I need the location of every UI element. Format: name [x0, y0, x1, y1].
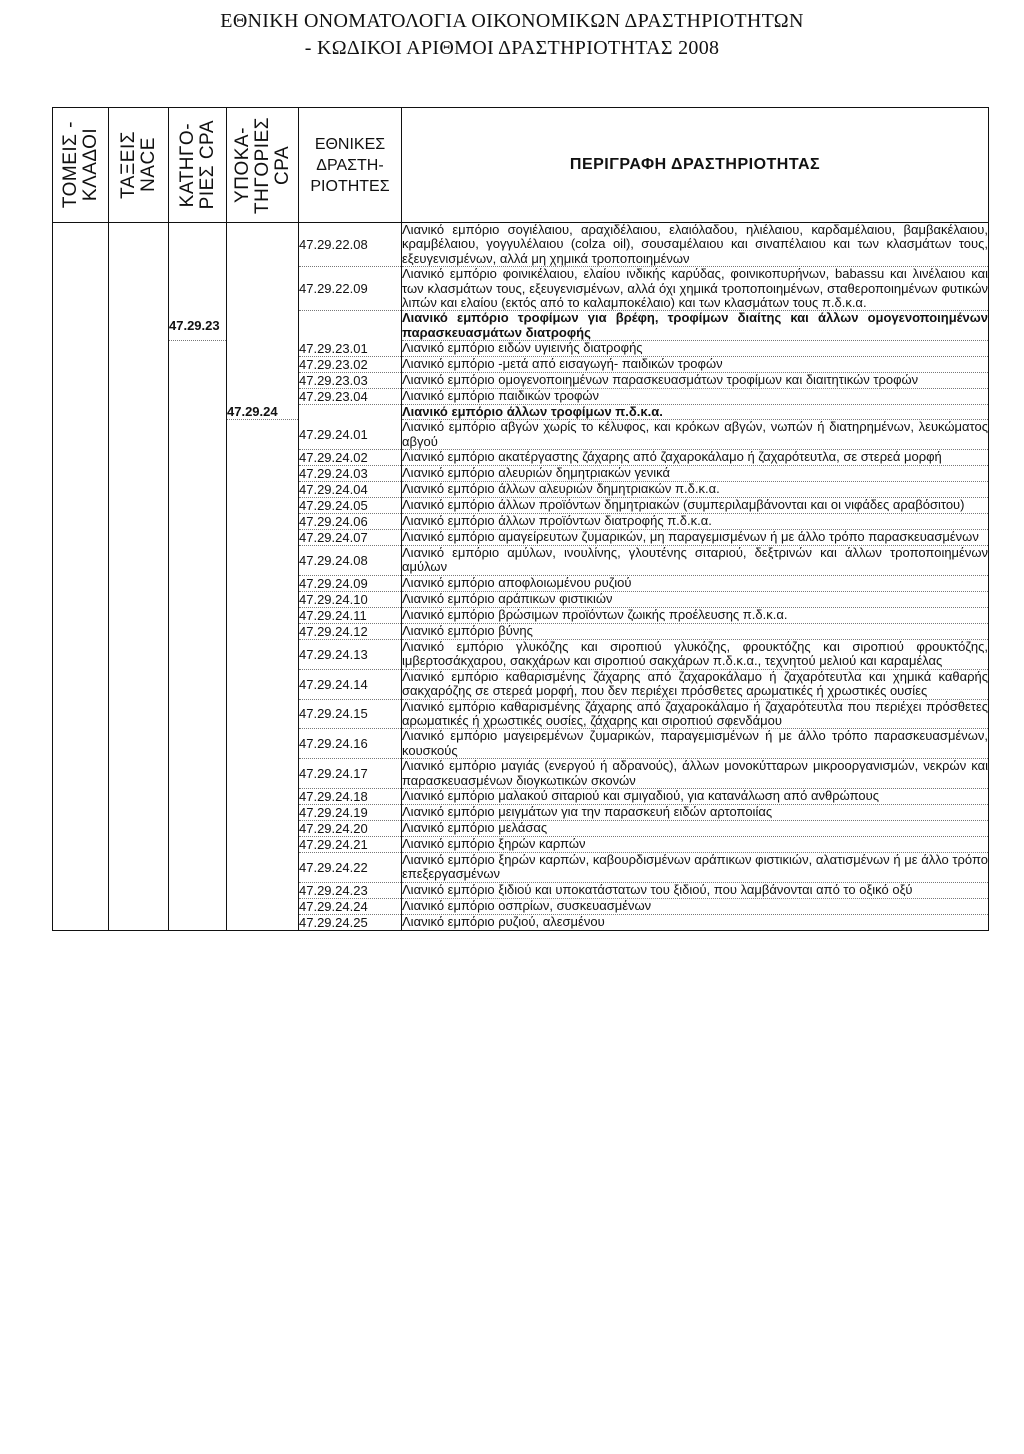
activity-code: 47.29.22.09: [299, 267, 402, 311]
empty-cell: [53, 820, 109, 836]
empty-cell: [53, 546, 109, 576]
empty-cell: [169, 882, 227, 898]
empty-cell: [227, 546, 299, 576]
activity-code: 47.29.24.13: [299, 639, 402, 669]
empty-cell: [169, 591, 227, 607]
empty-cell: [227, 466, 299, 482]
empty-cell: [109, 575, 169, 591]
activity-description: Λιανικό εμπόριο αράπικων φιστικιών: [402, 591, 989, 607]
document-title: ΕΘΝΙΚΗ ΟΝΟΜΑΤΟΛΟΓΙΑ ΟΙΚΟΝΟΜΙΚΩΝ ΔΡΑΣΤΗΡΙΟΤΗΤΩΝ: [220, 10, 804, 32]
empty-cell: [53, 267, 109, 311]
empty-cell: [169, 404, 227, 420]
empty-cell: [227, 607, 299, 623]
empty-cell: [109, 372, 169, 388]
empty-cell: [227, 836, 299, 852]
empty-cell: [109, 420, 169, 450]
empty-cell: [227, 514, 299, 530]
empty-cell: [109, 498, 169, 514]
empty-cell: [169, 372, 227, 388]
empty-cell: [227, 788, 299, 804]
table-row: [53, 267, 989, 311]
activity-description: Λιανικό εμπόριο άλλων προϊόντων διατροφής π.δ.κ.α.: [402, 514, 989, 530]
table-row: [53, 514, 989, 530]
activity-description: Λιανικό εμπόριο αμαγείρευτων ζυμαρικών, μη παραγεμισμένων ή με άλλο τρόπο παρασκευασμένων: [402, 530, 989, 546]
empty-cell: [53, 804, 109, 820]
empty-cell: [169, 804, 227, 820]
empty-cell: [169, 759, 227, 789]
empty-cell: [109, 267, 169, 311]
empty-cell: [109, 546, 169, 576]
empty-cell: [299, 404, 402, 420]
empty-cell: [109, 514, 169, 530]
empty-cell: [109, 729, 169, 759]
empty-cell: [169, 450, 227, 466]
table-row: [53, 898, 989, 914]
empty-cell: [109, 804, 169, 820]
empty-cell: [169, 836, 227, 852]
empty-cell: [53, 311, 109, 341]
empty-cell: [169, 852, 227, 882]
empty-cell: [53, 639, 109, 669]
empty-cell: [109, 852, 169, 882]
activity-description: Λιανικό εμπόριο ακατέργαστης ζάχαρης από ζαχαροκάλαμο ή ζαχαρότευτλα, σε στερεά μορφή: [402, 450, 989, 466]
empty-cell: [53, 669, 109, 699]
activity-code: 47.29.24.12: [299, 623, 402, 639]
table-row: [53, 575, 989, 591]
table-row: [53, 591, 989, 607]
empty-cell: [53, 388, 109, 404]
activity-code: 47.29.24.21: [299, 836, 402, 852]
table-row: [53, 914, 989, 930]
empty-cell: [227, 450, 299, 466]
activity-code: 47.29.24.08: [299, 546, 402, 576]
activity-code: 47.29.24.11: [299, 607, 402, 623]
empty-cell: [53, 420, 109, 450]
empty-cell: [169, 669, 227, 699]
empty-cell: [169, 498, 227, 514]
empty-cell: [53, 852, 109, 882]
empty-cell: [227, 623, 299, 639]
empty-cell: [53, 223, 109, 267]
empty-cell: [169, 388, 227, 404]
table-row: [53, 341, 989, 357]
empty-cell: [53, 404, 109, 420]
table-row: [53, 759, 989, 789]
activity-description: Λιανικό εμπόριο καθαρισμένης ζάχαρης από ζαχαροκάλαμο ή ζαχαρότευτλα και χημικά καθαρής σακχαρόζης σε στερεά μορφή, που δεν περιέχει πρόσθετες αρωματικές ή χρωστικές ουσίες: [402, 668, 988, 699]
empty-cell: [53, 836, 109, 852]
activity-code: 47.29.23.03: [299, 372, 402, 388]
empty-cell: [53, 341, 109, 357]
empty-cell: [169, 699, 227, 729]
table-row: [53, 804, 989, 820]
activity-code: 47.29.24.01: [299, 420, 402, 450]
table-row: [53, 530, 989, 546]
table-row: [53, 788, 989, 804]
empty-cell: [53, 575, 109, 591]
empty-cell: [169, 482, 227, 498]
activity-code: 47.29.24.09: [299, 575, 402, 591]
activity-code: 47.29.24.22: [299, 852, 402, 882]
activity-description: Λιανικό εμπόριο οσπρίων, συσκευασμένων: [402, 898, 989, 914]
empty-cell: [109, 450, 169, 466]
header-national-activities: ΕΘΝΙΚΕΣ ΔΡΑΣΤΗ- ΡΙΟΤΗΤΕΣ: [299, 108, 402, 223]
empty-cell: [109, 591, 169, 607]
empty-cell: [109, 759, 169, 789]
activity-codes-table: [52, 107, 989, 931]
empty-cell: [109, 898, 169, 914]
empty-cell: [227, 699, 299, 729]
empty-cell: [109, 482, 169, 498]
empty-cell: [169, 898, 227, 914]
activity-code: 47.29.24.25: [299, 914, 402, 930]
activity-description: Λιανικό εμπόριο άλλων τροφίμων π.δ.κ.α.: [402, 404, 989, 420]
activity-description: Λιανικό εμπόριο ξηρών καρπών, καβουρδισμένων αράπικων φιστικιών, αλατισμένων ή με άλλο τρόπο επεξεργασμένων: [402, 851, 988, 882]
empty-cell: [299, 311, 402, 341]
empty-cell: [53, 450, 109, 466]
empty-cell: [169, 420, 227, 450]
activity-code: 47.29.23: [169, 311, 227, 341]
empty-cell: [169, 639, 227, 669]
table-row: [53, 311, 989, 341]
table-row: [53, 852, 989, 882]
table-row: [53, 820, 989, 836]
activity-description: Λιανικό εμπόριο αβγών χωρίς το κέλυφος, και κρόκων αβγών, νωπών ή διατηρημένων, λευκώματος αβγού: [402, 419, 988, 449]
activity-description: Λιανικό εμπόριο γλυκόζης και σιροπιού γλυκόζης, φρουκτόζης και σιροπιού φρουκτόζης, ιμβερτοσάκχαρου, σακχάρων και σιροπιού σακχάρων π.δ.κ.α., τεχνητού μελιού και καραμέλας: [402, 638, 988, 669]
empty-cell: [227, 575, 299, 591]
empty-cell: [53, 498, 109, 514]
activity-description: Λιανικό εμπόριο τροφίμων για βρέφη, τροφίμων διαίτης και άλλων ομογενοποιημένων παρασκευασμάτων διατροφής: [402, 310, 988, 340]
empty-cell: [109, 914, 169, 930]
activity-code: 47.29.24: [227, 404, 299, 420]
empty-cell: [227, 591, 299, 607]
empty-cell: [53, 356, 109, 372]
activity-code: 47.29.24.23: [299, 882, 402, 898]
empty-cell: [109, 466, 169, 482]
activity-description: Λιανικό εμπόριο φοινικέλαιου, ελαίου ινδικής καρύδας, φοινικοπυρήνων, babassu και λινέλαιου και των κλασμάτων τους, εξευγενισμένων, αλλά όχι χημικά τροποποιημένων, σταθεροποιημένων φυτικών λιπών και ελαίου (εκτός από το καλαμποκέλαιο) και των κλασμάτων τους π.δ.κ.α.: [402, 266, 988, 311]
empty-cell: [227, 356, 299, 372]
activity-code: 47.29.23.01: [299, 341, 402, 357]
empty-cell: [227, 267, 299, 311]
table-row: [53, 623, 989, 639]
activity-description: Λιανικό εμπόριο ξιδιού και υποκατάστατων του ξιδιού, που λαμβάνονται από το οξικό οξύ: [402, 882, 989, 898]
activity-code: 47.29.24.03: [299, 466, 402, 482]
empty-cell: [53, 514, 109, 530]
header-activity-description: ΠΕΡΙΓΡΑΦΗ ΔΡΑΣΤΗΡΙΟΤΗΤΑΣ: [402, 108, 989, 223]
activity-code: 47.29.24.20: [299, 820, 402, 836]
empty-cell: [53, 699, 109, 729]
empty-cell: [169, 623, 227, 639]
table-row: [53, 388, 989, 404]
header-cpa-subcategories: ΥΠΟΚΑ- ΤΗΓΟΡΙΕΣ CPA: [227, 108, 299, 223]
activity-description: Λιανικό εμπόριο ειδών υγιεινής διατροφής: [402, 341, 989, 357]
empty-cell: [109, 607, 169, 623]
empty-cell: [169, 341, 227, 357]
table-row: [53, 482, 989, 498]
activity-code: 47.29.24.18: [299, 788, 402, 804]
empty-cell: [227, 372, 299, 388]
empty-cell: [53, 466, 109, 482]
empty-cell: [227, 914, 299, 930]
table-row: [53, 466, 989, 482]
activity-code: 47.29.24.15: [299, 699, 402, 729]
empty-cell: [169, 607, 227, 623]
document-subtitle: - ΚΩΔΙΚΟΙ ΑΡΙΘΜΟΙ ΔΡΑΣΤΗΡΙΟΤΗΤΑΣ 2008: [304, 37, 720, 59]
activity-code: 47.29.23.04: [299, 388, 402, 404]
empty-cell: [227, 820, 299, 836]
activity-description: Λιανικό εμπόριο παιδικών τροφών: [402, 388, 989, 404]
empty-cell: [53, 914, 109, 930]
table-row: [53, 699, 989, 729]
activity-description: Λιανικό εμπόριο αμύλων, ινουλίνης, γλουτένης σιταριού, δεξτρινών και άλλων τροποποιημένων αμύλων: [402, 545, 988, 575]
activity-description: Λιανικό εμπόριο ομογενοποιημένων παρασκευασμάτων τροφίμων και διαιτητικών τροφών: [402, 372, 989, 388]
empty-cell: [109, 699, 169, 729]
empty-cell: [53, 882, 109, 898]
empty-cell: [227, 898, 299, 914]
empty-cell: [109, 311, 169, 341]
empty-cell: [53, 623, 109, 639]
empty-cell: [227, 639, 299, 669]
table-row: [53, 498, 989, 514]
empty-cell: [169, 820, 227, 836]
activity-code: 47.29.24.14: [299, 669, 402, 699]
activity-description: Λιανικό εμπόριο άλλων προϊόντων δημητριακών (συμπεριλαμβάνονται και οι νιφάδες αραβόσιτου): [402, 498, 989, 514]
empty-cell: [53, 759, 109, 789]
activity-description: Λιανικό εμπόριο άλλων αλευριών δημητριακών π.δ.κ.α.: [402, 482, 989, 498]
table-row: [53, 836, 989, 852]
empty-cell: [227, 852, 299, 882]
empty-cell: [53, 482, 109, 498]
empty-cell: [109, 836, 169, 852]
table-row: [53, 729, 989, 759]
table-row: [53, 372, 989, 388]
empty-cell: [109, 882, 169, 898]
empty-cell: [227, 420, 299, 450]
empty-cell: [109, 820, 169, 836]
header-cpa-categories: ΚΑΤΗΓΟ- ΡΙΕΣ CPA: [169, 108, 227, 223]
activity-description: Λιανικό εμπόριο βύνης: [402, 623, 989, 639]
empty-cell: [109, 356, 169, 372]
empty-cell: [169, 514, 227, 530]
header-sectors: ΤΟΜΕΙΣ - ΚΛΑΔΟΙ: [53, 108, 109, 223]
activity-description: Λιανικό εμπόριο -μετά από εισαγωγή- παιδικών τροφών: [402, 356, 989, 372]
activity-code: 47.29.24.06: [299, 514, 402, 530]
empty-cell: [109, 341, 169, 357]
empty-cell: [53, 530, 109, 546]
empty-cell: [227, 482, 299, 498]
empty-cell: [109, 623, 169, 639]
activity-description: Λιανικό εμπόριο μαγιάς (ενεργού ή αδρανούς), άλλων μονοκύτταρων μικροοργανισμών, νεκρών και παρασκευασμένων διογκωτικών σκονών: [402, 758, 988, 788]
activity-description: Λιανικό εμπόριο βρώσιμων προϊόντων ζωικής προέλευσης π.δ.κ.α.: [402, 607, 989, 623]
empty-cell: [53, 788, 109, 804]
empty-cell: [53, 607, 109, 623]
activity-code: 47.29.24.10: [299, 591, 402, 607]
table-row: [53, 450, 989, 466]
table-row: [53, 639, 989, 669]
header-nace-classes: ΤΑΞΕΙΣ NACE: [109, 108, 169, 223]
activity-description: Λιανικό εμπόριο σογιέλαιου, αραχιδέλαιου, ελαιόλαδου, ηλιέλαιου, καρδαμέλαιου, βαμβακέλαιου, κραμβέλαιου, γογγυλέλαιου (colza oil), σουσαμέλαιου και σιναπέλαιου και των κλασμάτων τους, εξευγενισμένων, αλλά μη χημικά τροποποιημένων: [402, 222, 988, 266]
activity-description: Λιανικό εμπόριο αποφλοιωμένου ρυζιού: [402, 575, 989, 591]
activity-description: Λιανικό εμπόριο αλευριών δημητριακών γενικά: [402, 466, 989, 482]
table-row: [53, 420, 989, 450]
empty-cell: [227, 223, 299, 267]
table-row: [53, 356, 989, 372]
table-row: [53, 546, 989, 576]
activity-description: Λιανικό εμπόριο μελάσας: [402, 820, 989, 836]
empty-cell: [109, 669, 169, 699]
activity-code: 47.29.23.02: [299, 356, 402, 372]
empty-cell: [109, 404, 169, 420]
table-header-row: [53, 108, 989, 223]
table-row: [53, 404, 989, 420]
activity-description: Λιανικό εμπόριο ρυζιού, αλεσμένου: [402, 914, 989, 930]
empty-cell: [53, 898, 109, 914]
activity-code: 47.29.24.16: [299, 729, 402, 759]
activity-code: 47.29.22.08: [299, 223, 402, 267]
empty-cell: [169, 575, 227, 591]
empty-cell: [169, 356, 227, 372]
empty-cell: [109, 388, 169, 404]
activity-description: Λιανικό εμπόριο καθαρισμένης ζάχαρης από ζαχαροκάλαμο ή ζαχαρότευτλα που περιέχει πρόσθετες αρωματικές ή χρωστικές ουσίες, ζάχαρης και σιροπιού σφενδάμου: [402, 698, 988, 728]
activity-code: 47.29.24.17: [299, 759, 402, 789]
empty-cell: [169, 466, 227, 482]
empty-cell: [169, 729, 227, 759]
activity-description: Λιανικό εμπόριο μειγμάτων για την παρασκευή ειδών αρτοποιίας: [402, 804, 989, 820]
empty-cell: [109, 530, 169, 546]
empty-cell: [227, 311, 299, 341]
table-row: [53, 669, 989, 699]
empty-cell: [227, 530, 299, 546]
table-row: [53, 882, 989, 898]
activity-description: Λιανικό εμπόριο μαλακού σιταριού και σμιγαδιού, για κατανάλωση από ανθρώπους: [402, 788, 989, 804]
activity-description: Λιανικό εμπόριο ξηρών καρπών: [402, 836, 989, 852]
empty-cell: [227, 669, 299, 699]
empty-cell: [227, 882, 299, 898]
table-row: [53, 223, 989, 267]
empty-cell: [109, 639, 169, 669]
empty-cell: [169, 546, 227, 576]
activity-code: 47.29.24.02: [299, 450, 402, 466]
table-row: [53, 607, 989, 623]
activity-code: 47.29.24.19: [299, 804, 402, 820]
empty-cell: [53, 591, 109, 607]
empty-cell: [53, 372, 109, 388]
activity-code: 47.29.24.05: [299, 498, 402, 514]
empty-cell: [227, 729, 299, 759]
activity-code: 47.29.24.07: [299, 530, 402, 546]
activity-code: 47.29.24.24: [299, 898, 402, 914]
activity-description: Λιανικό εμπόριο μαγειρεμένων ζυμαρικών, παραγεμισμένων ή με άλλο τρόπο παρασκευασμένων, κουσκούς: [402, 728, 988, 758]
empty-cell: [227, 759, 299, 789]
empty-cell: [109, 788, 169, 804]
empty-cell: [53, 729, 109, 759]
activity-code: 47.29.24.04: [299, 482, 402, 498]
empty-cell: [169, 788, 227, 804]
empty-cell: [169, 530, 227, 546]
empty-cell: [169, 914, 227, 930]
empty-cell: [227, 804, 299, 820]
empty-cell: [227, 341, 299, 357]
empty-cell: [169, 267, 227, 311]
empty-cell: [169, 223, 227, 267]
empty-cell: [227, 388, 299, 404]
empty-cell: [109, 223, 169, 267]
empty-cell: [227, 498, 299, 514]
